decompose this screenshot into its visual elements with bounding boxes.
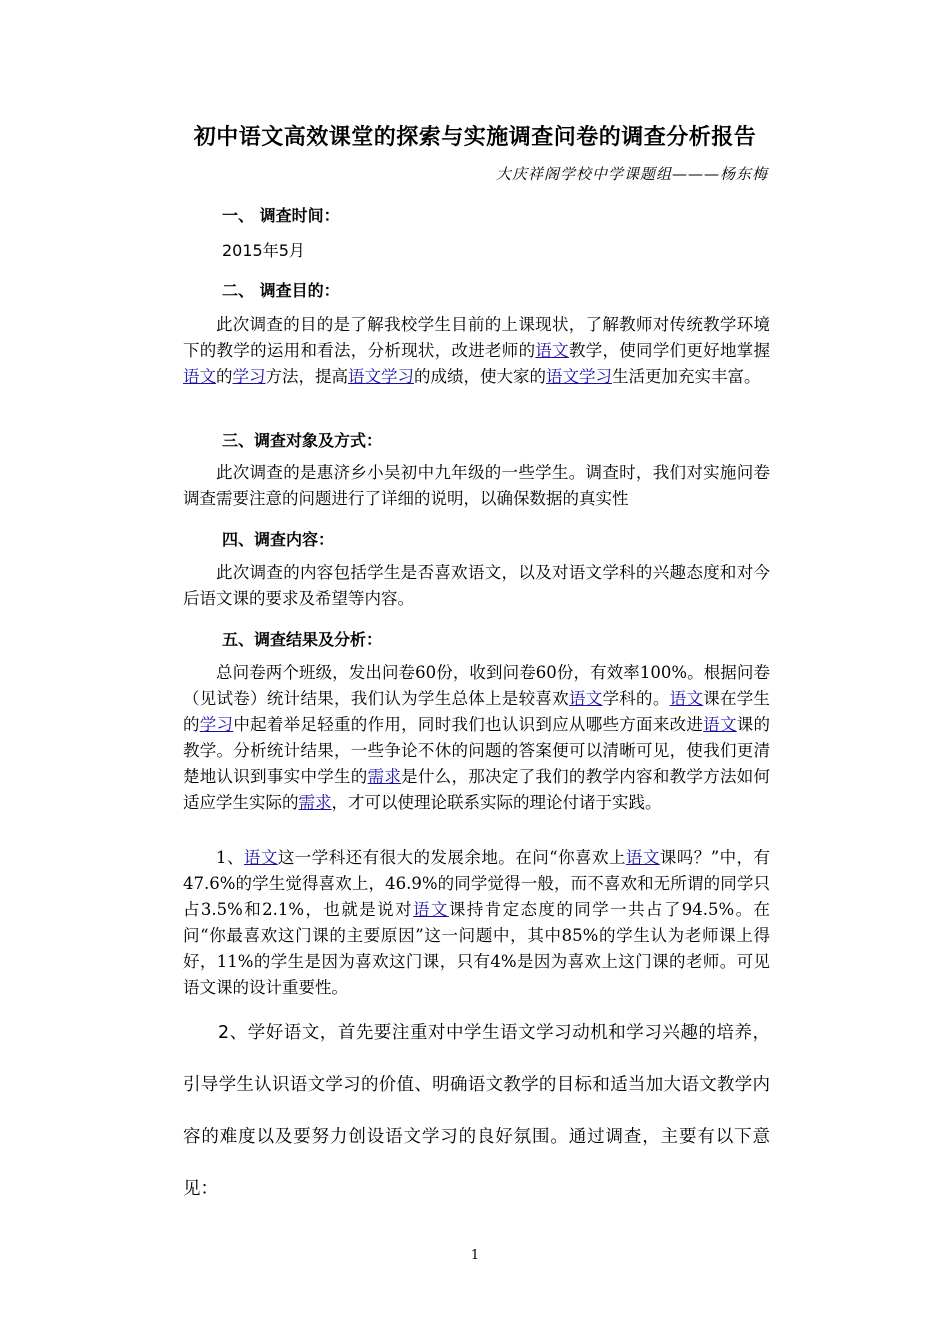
keyword-link[interactable]: 语文: [413, 900, 449, 919]
section-heading-results: 五、调查结果及分析：: [222, 630, 383, 649]
keyword-link[interactable]: 语文: [625, 848, 660, 867]
text-span: 的: [216, 367, 233, 386]
text-span: 的成绩，使大家的: [414, 367, 546, 386]
text-span: 1、: [216, 848, 244, 867]
text-span: 生活更加充实丰富。: [612, 367, 761, 386]
keyword-link[interactable]: 语文: [535, 341, 569, 360]
text-span: 中起着举足轻重的作用，同时我们也认识到应从哪些方面来改进: [233, 715, 704, 734]
page-number: 1: [470, 1248, 480, 1263]
results-paragraph: [183, 660, 770, 816]
keyword-link[interactable]: 语文: [243, 848, 278, 867]
keyword-link[interactable]: 需求: [367, 767, 402, 786]
text-span: 是什么，那决定了我们的教学内容和教学方法如何适应学生实际的: [183, 767, 771, 812]
author-line: 大庆祥阁学校中学课题组———杨东梅: [495, 165, 768, 183]
text-span: 此次调查的目的是了解我校学生目前的上课现状，了解教师对传统教学环境下的教学的运用和看法，分析现状，改进老师的: [183, 315, 770, 360]
text-span: 方法，提高: [265, 367, 348, 386]
keyword-link[interactable]: 语文学习: [348, 367, 414, 386]
text-span: ，才可以使理论联系实际的理论付诸于实践。: [331, 793, 662, 812]
text-span: 学科的。: [602, 689, 670, 708]
keyword-link[interactable]: 语文: [669, 689, 704, 708]
section-heading-content: 四、调查内容：: [222, 530, 335, 549]
text-span: 总问卷两个班级，发出问卷60份，收到问卷60份，有效率100%。根据问卷（见试卷）统计结果，我们认为学生总体上是较喜欢: [183, 663, 770, 708]
content-paragraph: 此次调查的内容包括学生是否喜欢语文，以及对语文学科的兴趣态度和对今后语文课的要求及希望等内容。: [183, 563, 770, 608]
keyword-link[interactable]: 学习: [199, 715, 234, 734]
keyword-link[interactable]: 语文: [183, 367, 216, 386]
keyword-link[interactable]: 学习: [232, 367, 266, 386]
text-span: 课的教学。分析统计结果，一些争论不休的问题的答案便可以清晰可见，使我们更清楚地认识到事实中学生的: [183, 715, 771, 786]
keyword-link[interactable]: 语文: [568, 689, 603, 708]
keyword-link[interactable]: 需求: [298, 793, 332, 812]
text-span: 教学，使同学们更好地掌握: [568, 341, 771, 360]
finding-1-paragraph: [183, 845, 770, 1001]
page-title: 初中语文高效课堂的探索与实施调查问卷的调查分析报告: [193, 125, 757, 150]
text-span: 课在学生的: [183, 689, 771, 734]
keyword-link[interactable]: 语文: [703, 715, 737, 734]
text-span: 课持肯定态度的同学一共占了94.5%。在问“你最喜欢这门课的主要原因”这一问题中，其中85%的学生认为老师课上得好，11%的学生是因为喜欢这门课，只有4%是因为喜欢上这门课的老师。可见语文课的设计重要性。: [183, 900, 771, 997]
subjects-paragraph: 此次调查的是惠济乡小吴初中九年级的一些学生。调查时，我们对实施问卷调查需要注意的问题进行了详细的说明，以确保数据的真实性: [183, 463, 770, 508]
section-heading-purpose: 二、 调查目的：: [222, 281, 340, 300]
section-heading-subjects: 三、调查对象及方式：: [222, 431, 383, 450]
survey-date: 2015年5月: [222, 241, 305, 260]
text-span: 这一学科还有很大的发展余地。在问“你喜欢上: [277, 848, 626, 867]
section-heading-time: 一、 调查时间：: [222, 206, 340, 225]
finding-2-paragraph: 2、学好语文，首先要注重对中学生语文学习动机和学习兴趣的培养，引导学生认识语文学习的价值、明确语文教学的目标和适当加大语文教学内容的难度以及要努力创设语文学习的良好氛围。通过调查，主要有以下意见：: [183, 1023, 770, 1199]
text-span: 课吗？”中，有47.6%的学生觉得喜欢上，46.9%的同学觉得一般，而不喜欢和无所谓的同学只占3.5%和2.1%，也就是说对: [183, 848, 771, 919]
keyword-link[interactable]: 语文学习: [546, 367, 612, 386]
purpose-paragraph: [183, 312, 770, 390]
